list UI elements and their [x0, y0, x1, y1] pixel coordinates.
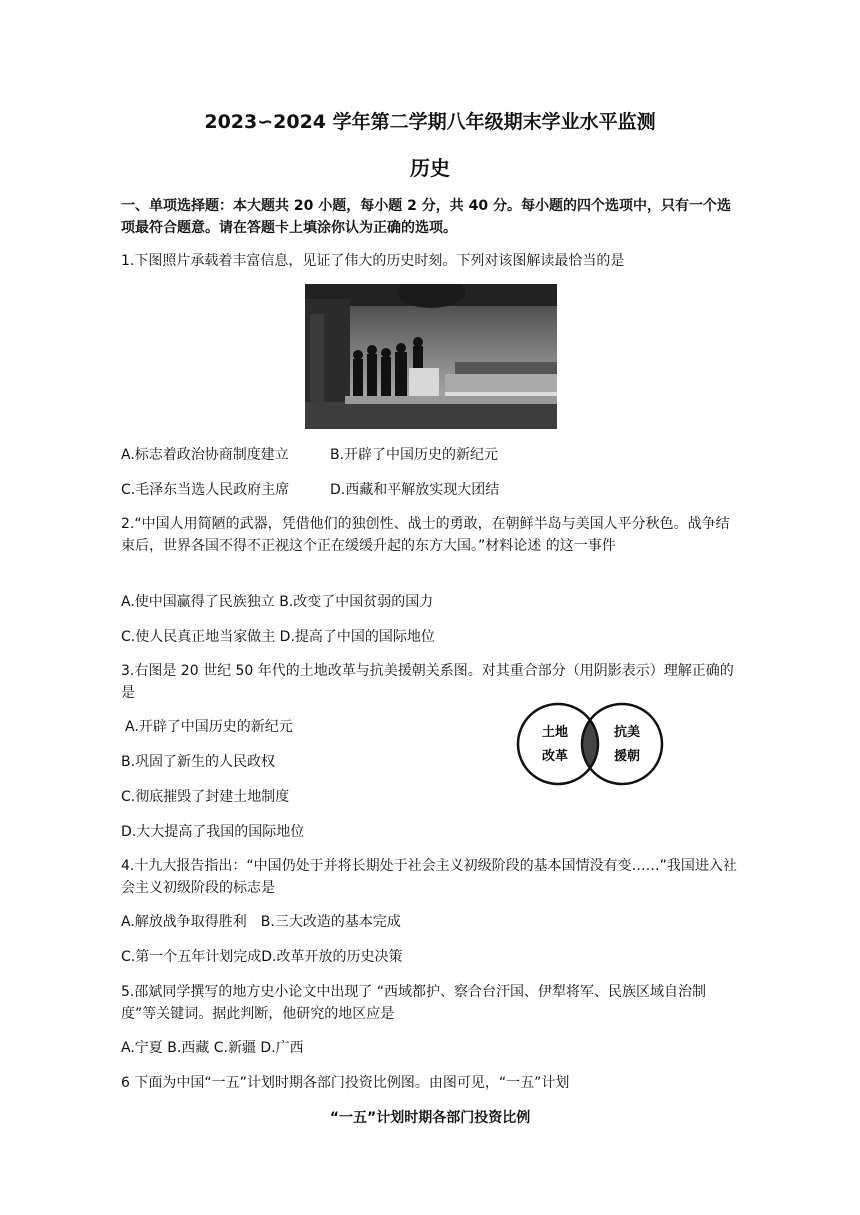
question-3-option-a: A.开辟了中国历史的新纪元	[125, 719, 293, 735]
question-1-option-b: B.开辟了中国历史的新纪元	[330, 447, 499, 463]
question-4-options-ab: A.解放战争取得胜利 B.三大改造的基本完成	[121, 914, 401, 930]
question-3-option-d: D.大大提高了我国的国际地位	[121, 824, 305, 840]
question-4-stem: 4.十九大报告指出：“中国仍处于并将长期处于社会主义初级阶段的基本国情没有变……”我国进入社会主义初级阶段的标志是	[121, 858, 737, 896]
question-3-stem: 3.右图是 20 世纪 50 年代的土地改革与抗美援朝关系图。对其重合部分（用阴影表示）理解正确的是	[121, 663, 734, 701]
section-heading: 一、单项选择题：本大题共 20 小题，每小题 2 分，共 40 分。每小题的四个选项中，只有一个选项最符合题意。请在答题卡上填涂你认为正确的选项。	[121, 198, 731, 236]
question-5-options: A.宁夏 B.西藏 C.新疆 D.广西	[121, 1040, 304, 1056]
historical-photo	[305, 284, 557, 429]
venn-diagram	[510, 700, 670, 788]
question-3-option-c: C.彻底摧毁了封建土地制度	[121, 789, 290, 805]
question-1-option-a: A.标志着政治协商制度建立	[121, 447, 289, 463]
question-6-stem: 6 下面为中国“一五”计划时期各部门投资比例图。由图可见，“一五”计划	[121, 1075, 570, 1091]
question-1-stem: 1.下图照片承载着丰富信息，见证了伟大的历史时刻。下列对该图解读最恰当的是	[121, 253, 625, 269]
question-1-option-d: D.西藏和平解放实现大团结	[330, 482, 500, 498]
question-1-option-c: C.毛泽东当选人民政府主席	[121, 482, 290, 498]
venn-left-label-2: 改革	[542, 749, 569, 764]
question-4-options-cd: C.第一个五年计划完成D.改革开放的历史决策	[121, 949, 403, 965]
question-5-stem: 5.邵斌同学撰写的地方史小论文中出现了 “西域都护、察合台汗国、伊犁将军、民族区域自治制度”等关键词。据此判断，他研究的地区应是	[121, 984, 707, 1022]
question-2-options-cd: C.使人民真正地当家做主 D.提高了中国的国际地位	[121, 629, 435, 645]
venn-right-label-1: 抗美	[614, 725, 641, 740]
question-3-option-b: B.巩固了新生的人民政权	[121, 754, 276, 770]
chart-title: “一五”计划时期各部门投资比例	[329, 1110, 531, 1126]
venn-right-label-2: 援朝	[614, 749, 641, 764]
subject-title: 历史	[410, 156, 450, 180]
venn-left-label-1: 土地	[542, 725, 569, 740]
exam-title: 2023∽2024 学年第二学期八年级期末学业水平监测	[204, 111, 656, 133]
question-2-options-ab: A.使中国赢得了民族独立 B.改变了中国贫弱的国力	[121, 594, 434, 610]
question-2-stem: 2.“中国人用简陋的武器，凭借他们的独创性、战士的勇敢，在朝鲜半岛与美国人平分秋色。战争结束后，世界各国不得不正视这个正在缓缓升起的东方大国。”材料论述 的这一事件	[121, 516, 730, 554]
